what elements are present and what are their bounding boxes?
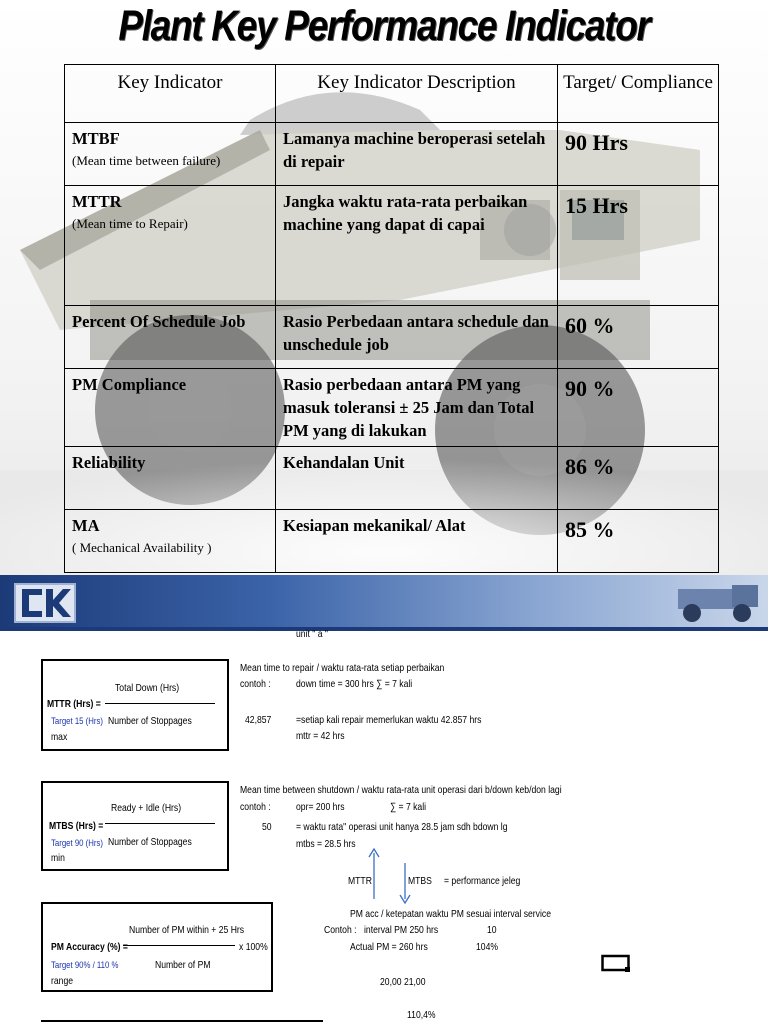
indicator-cell [65, 510, 276, 573]
indicator-subtitle: ( Mechanical Availability ) [72, 540, 212, 555]
perf-mtbs: MTBS [408, 875, 432, 887]
target-cell: 86 % [558, 447, 719, 510]
description-cell: Kehandalan Unit [276, 447, 558, 510]
header-target: Target/ Compliance [558, 65, 719, 123]
table-row [65, 186, 719, 306]
pm-note-final: 110,4% [407, 1009, 436, 1021]
mtbs-note-sum: ∑ = 7 kali [390, 801, 427, 813]
table-row [65, 306, 719, 369]
mtbs-denominator: Number of Stoppages [108, 836, 192, 848]
mtbs-target: Target 90 (Hrs) [51, 838, 103, 849]
pm-limit: range [51, 975, 74, 987]
mtbs-note-explain: = waktu rata" operasi unit hanya 28.5 jam sdh bdown lg [296, 821, 508, 833]
description-cell: Lamanya machine beroperasi setelah di repair [276, 123, 558, 186]
pm-note-title: PM acc / ketepatan waktu PM sesuai interval service [350, 908, 551, 920]
mttr-note-example: down time = 300 hrs ∑ = 7 kali [296, 678, 413, 690]
table-row [65, 123, 719, 186]
mttr-numerator: Total Down (Hrs) [115, 682, 180, 694]
mttr-lhs: MTTR (Hrs) = [47, 698, 101, 710]
indicator-name: MA [72, 516, 100, 535]
pm-note-values: 20,00 21,00 [380, 976, 426, 988]
indicator-subtitle: (Mean time to Repair) [72, 216, 188, 231]
mtbs-lhs: MTBS (Hrs) = [49, 820, 104, 832]
company-logo [14, 583, 76, 623]
target-cell: 90 Hrs [558, 123, 719, 186]
formula-slide [0, 575, 768, 1024]
table-row [65, 447, 719, 510]
kpi-table [64, 64, 719, 573]
mtbs-numerator: Ready + Idle (Hrs) [111, 802, 182, 814]
mttr-note-contoh: contoh : [240, 678, 271, 690]
pm-target: Target 90% / 110 % [51, 960, 119, 971]
mtbs-fraction-line [105, 823, 215, 824]
mttr-denominator: Number of Stoppages [108, 715, 192, 727]
indicator-name: MTTR [72, 192, 122, 211]
mtbs-formula-box [41, 781, 229, 871]
window-icon [601, 953, 631, 973]
target-cell: 85 % [558, 510, 719, 573]
mttr-note-result: mttr = 42 hrs [296, 730, 345, 742]
mtbs-note-title: Mean time between shutdown / waktu rata-rata unit operasi dari b/down keb/don lagi [240, 784, 562, 796]
pm-note-contoh: Contoh : [324, 924, 357, 936]
indicator-cell: Percent Of Schedule Job [65, 306, 276, 369]
target-cell: 90 % [558, 369, 719, 447]
header-truck-image [670, 579, 766, 625]
pm-mult: x 100% [239, 941, 268, 953]
perf-mttr: MTTR [348, 875, 372, 887]
description-cell: Jangka waktu rata-rata perbaikan machine yang dapat di capai [276, 186, 558, 306]
mttr-note-title: Mean time to repair / waktu rata-rata setiap perbaikan [240, 662, 445, 674]
mttr-fraction-line [105, 703, 215, 704]
description-cell: Rasio Perbedaan antara schedule dan unschedule job [276, 306, 558, 369]
indicator-cell [65, 186, 276, 306]
mttr-note-value: 42,857 [245, 714, 272, 726]
pm-fraction-line [123, 945, 235, 946]
kpi-table-header [65, 65, 719, 123]
pm-note-interval: interval PM 250 hrs [364, 924, 439, 936]
target-cell: 15 Hrs [558, 186, 719, 306]
description-cell: Kesiapan mekanikal/ Alat [276, 510, 558, 573]
mtbs-note-opr: opr= 200 hrs [296, 801, 345, 813]
bottom-rule [41, 1020, 323, 1022]
indicator-subtitle: (Mean time between failure) [72, 153, 221, 168]
pm-note-actual: Actual PM = 260 hrs [350, 941, 428, 953]
pm-denominator: Number of PM [155, 959, 211, 971]
perf-note: = performance jeleg [444, 875, 521, 887]
target-cell: 60 % [558, 306, 719, 369]
mttr-formula-box [41, 659, 229, 751]
indicator-cell: Reliability [65, 447, 276, 510]
mtbs-note-value: 50 [262, 821, 272, 833]
pm-accuracy-formula-box [41, 902, 273, 992]
pm-numerator: Number of PM within + 25 Hrs [129, 924, 245, 936]
page-title: Plant Key Performance Indicator [118, 2, 650, 50]
mtbs-limit: min [51, 852, 65, 864]
pm-lhs: PM Accuracy (%) = [51, 941, 128, 953]
table-row [65, 369, 719, 447]
pm-note-interval-value: 10 [487, 924, 497, 936]
pm-note-actual-percent: 104% [476, 941, 499, 953]
mttr-note-explain: =setiap kali repair memerlukan waktu 42.857 hrs [296, 714, 482, 726]
indicator-name: MTBF [72, 129, 120, 148]
mtbs-note-contoh: contoh : [240, 801, 271, 813]
indicator-cell [65, 123, 276, 186]
slide-header-bar [0, 575, 768, 627]
mtbs-note-result: mtbs = 28.5 hrs [296, 838, 356, 850]
unit-label: unit " a " [296, 628, 328, 640]
header-description: Key Indicator Description [276, 65, 558, 123]
mttr-target: Target 15 (Hrs) [51, 716, 103, 727]
header-key-indicator: Key Indicator [65, 65, 276, 123]
indicator-cell: PM Compliance [65, 369, 276, 447]
description-cell: Rasio perbedaan antara PM yang masuk toleransi ± 25 Jam dan Total PM yang di lakukan [276, 369, 558, 447]
header-stripe [0, 627, 768, 631]
mttr-limit: max [51, 731, 68, 743]
table-row [65, 510, 719, 573]
